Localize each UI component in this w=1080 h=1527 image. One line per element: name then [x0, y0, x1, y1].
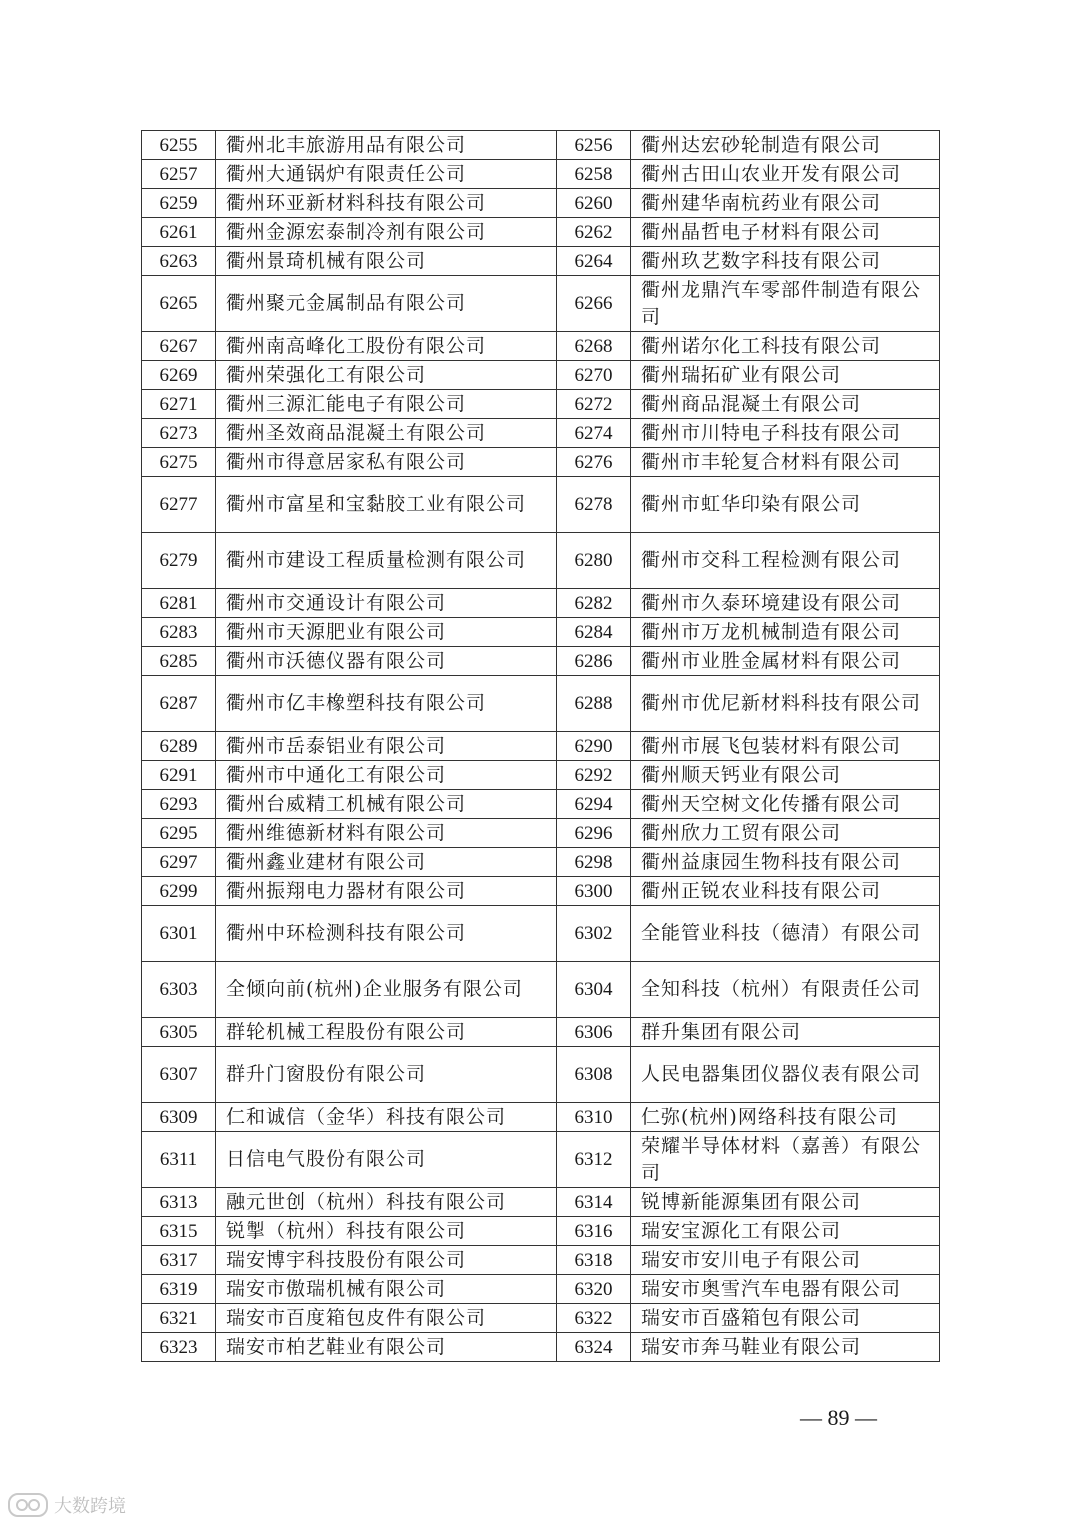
company-name: 荣耀半导体材料（嘉善）有限公司 [631, 1132, 940, 1188]
row-number: 6289 [142, 732, 216, 761]
company-name: 衢州市虹华印染有限公司 [631, 477, 940, 533]
table-row [142, 877, 940, 906]
row-number: 6294 [557, 790, 631, 819]
company-name: 衢州商品混凝土有限公司 [631, 390, 940, 419]
page-number: — 89 — [800, 1405, 877, 1430]
row-number: 6272 [557, 390, 631, 419]
company-name: 衢州正锐农业科技有限公司 [631, 877, 940, 906]
company-name: 衢州南高峰化工股份有限公司 [216, 332, 557, 361]
row-number: 6300 [557, 877, 631, 906]
company-name: 衢州市得意居家私有限公司 [216, 448, 557, 477]
company-list-table [141, 130, 940, 1362]
table-row [142, 790, 940, 819]
table-row [142, 676, 940, 732]
table-row [142, 962, 940, 1018]
row-number: 6301 [142, 906, 216, 962]
company-name: 衢州晶哲电子材料有限公司 [631, 218, 940, 247]
company-name: 衢州市岳泰铝业有限公司 [216, 732, 557, 761]
row-number: 6275 [142, 448, 216, 477]
row-number: 6310 [557, 1103, 631, 1132]
table-row [142, 647, 940, 676]
row-number: 6279 [142, 533, 216, 589]
row-number: 6321 [142, 1304, 216, 1333]
watermark-logo-icon [8, 1493, 48, 1517]
row-number: 6316 [557, 1217, 631, 1246]
company-name: 衢州振翔电力器材有限公司 [216, 877, 557, 906]
company-name: 衢州欣力工贸有限公司 [631, 819, 940, 848]
company-name: 仁和诚信（金华）科技有限公司 [216, 1103, 557, 1132]
company-name: 衢州玖艺数字科技有限公司 [631, 247, 940, 276]
company-name: 锐掣（杭州）科技有限公司 [216, 1217, 557, 1246]
table-row [142, 1018, 940, 1047]
row-number: 6263 [142, 247, 216, 276]
row-number: 6286 [557, 647, 631, 676]
table-row [142, 1132, 940, 1188]
row-number: 6311 [142, 1132, 216, 1188]
row-number: 6317 [142, 1246, 216, 1275]
company-name: 瑞安市奥雪汽车电器有限公司 [631, 1275, 940, 1304]
row-number: 6256 [557, 131, 631, 160]
company-name: 衢州圣效商品混凝土有限公司 [216, 419, 557, 448]
row-number: 6314 [557, 1188, 631, 1217]
company-name: 衢州台威精工机械有限公司 [216, 790, 557, 819]
table-row [142, 1333, 940, 1362]
company-list-body [142, 131, 940, 1362]
row-number: 6282 [557, 589, 631, 618]
row-number: 6312 [557, 1132, 631, 1188]
company-name: 衢州市万龙机械制造有限公司 [631, 618, 940, 647]
row-number: 6304 [557, 962, 631, 1018]
row-number: 6313 [142, 1188, 216, 1217]
watermark [8, 1492, 126, 1518]
row-number: 6297 [142, 848, 216, 877]
row-number: 6303 [142, 962, 216, 1018]
row-number: 6296 [557, 819, 631, 848]
row-number: 6262 [557, 218, 631, 247]
company-name: 衢州天空树文化传播有限公司 [631, 790, 940, 819]
row-number: 6273 [142, 419, 216, 448]
company-name: 全能管业科技（德清）有限公司 [631, 906, 940, 962]
table-row [142, 1047, 940, 1103]
company-name: 衢州中环检测科技有限公司 [216, 906, 557, 962]
row-number: 6281 [142, 589, 216, 618]
table-row [142, 1103, 940, 1132]
row-number: 6322 [557, 1304, 631, 1333]
company-name: 瑞安市安川电子有限公司 [631, 1246, 940, 1275]
row-number: 6299 [142, 877, 216, 906]
table-row [142, 1275, 940, 1304]
row-number: 6276 [557, 448, 631, 477]
row-number: 6264 [557, 247, 631, 276]
company-name: 群升门窗股份有限公司 [216, 1047, 557, 1103]
table-row [142, 189, 940, 218]
company-name: 衢州金源宏泰制冷剂有限公司 [216, 218, 557, 247]
table-row [142, 1188, 940, 1217]
table-row [142, 332, 940, 361]
company-name: 衢州古田山农业开发有限公司 [631, 160, 940, 189]
company-name: 衢州顺天钙业有限公司 [631, 761, 940, 790]
row-number: 6277 [142, 477, 216, 533]
table-row [142, 848, 940, 877]
row-number: 6266 [557, 276, 631, 332]
row-number: 6280 [557, 533, 631, 589]
row-number: 6315 [142, 1217, 216, 1246]
company-name: 衢州三源汇能电子有限公司 [216, 390, 557, 419]
company-name: 衢州市富星和宝黏胶工业有限公司 [216, 477, 557, 533]
company-name: 衢州环亚新材料科技有限公司 [216, 189, 557, 218]
table-row [142, 160, 940, 189]
row-number: 6271 [142, 390, 216, 419]
table-row [142, 761, 940, 790]
company-name: 衢州市优尼新材料科技有限公司 [631, 676, 940, 732]
table-row [142, 477, 940, 533]
company-name: 衢州益康园生物科技有限公司 [631, 848, 940, 877]
row-number: 6260 [557, 189, 631, 218]
company-name: 融元世创（杭州）科技有限公司 [216, 1188, 557, 1217]
company-name: 仁弥(杭州)网络科技有限公司 [631, 1103, 940, 1132]
company-name: 衢州市建设工程质量检测有限公司 [216, 533, 557, 589]
table-row [142, 1304, 940, 1333]
company-name: 衢州大通锅炉有限责任公司 [216, 160, 557, 189]
row-number: 6323 [142, 1333, 216, 1362]
company-name: 衢州市亿丰橡塑科技有限公司 [216, 676, 557, 732]
table-row [142, 819, 940, 848]
company-name: 衢州市丰轮复合材料有限公司 [631, 448, 940, 477]
company-name: 衢州市交通设计有限公司 [216, 589, 557, 618]
row-number: 6290 [557, 732, 631, 761]
row-number: 6302 [557, 906, 631, 962]
table-row [142, 390, 940, 419]
row-number: 6324 [557, 1333, 631, 1362]
row-number: 6261 [142, 218, 216, 247]
row-number: 6319 [142, 1275, 216, 1304]
row-number: 6255 [142, 131, 216, 160]
row-number: 6278 [557, 477, 631, 533]
company-name: 衢州北丰旅游用品有限公司 [216, 131, 557, 160]
company-name: 衢州景琦机械有限公司 [216, 247, 557, 276]
row-number: 6298 [557, 848, 631, 877]
table-row [142, 533, 940, 589]
company-name: 全知科技（杭州）有限责任公司 [631, 962, 940, 1018]
row-number: 6288 [557, 676, 631, 732]
company-name: 瑞安市傲瑞机械有限公司 [216, 1275, 557, 1304]
company-name: 瑞安市奔马鞋业有限公司 [631, 1333, 940, 1362]
company-name: 衢州建华南杭药业有限公司 [631, 189, 940, 218]
row-number: 6257 [142, 160, 216, 189]
company-name: 全倾向前(杭州)企业服务有限公司 [216, 962, 557, 1018]
row-number: 6258 [557, 160, 631, 189]
table-row [142, 419, 940, 448]
company-name: 瑞安市百度箱包皮件有限公司 [216, 1304, 557, 1333]
table-row [142, 448, 940, 477]
table-row [142, 247, 940, 276]
company-name: 衢州市展飞包装材料有限公司 [631, 732, 940, 761]
table-row [142, 1246, 940, 1275]
row-number: 6295 [142, 819, 216, 848]
row-number: 6287 [142, 676, 216, 732]
company-name: 衢州市业胜金属材料有限公司 [631, 647, 940, 676]
row-number: 6308 [557, 1047, 631, 1103]
row-number: 6267 [142, 332, 216, 361]
table-row [142, 589, 940, 618]
row-number: 6292 [557, 761, 631, 790]
row-number: 6274 [557, 419, 631, 448]
row-number: 6268 [557, 332, 631, 361]
company-name: 衢州鑫业建材有限公司 [216, 848, 557, 877]
row-number: 6285 [142, 647, 216, 676]
company-name: 群升集团有限公司 [631, 1018, 940, 1047]
company-name: 日信电气股份有限公司 [216, 1132, 557, 1188]
company-name: 衢州荣强化工有限公司 [216, 361, 557, 390]
company-name: 衢州市交科工程检测有限公司 [631, 533, 940, 589]
table-row [142, 1217, 940, 1246]
company-name: 衢州诺尔化工科技有限公司 [631, 332, 940, 361]
table-row [142, 218, 940, 247]
company-name: 锐博新能源集团有限公司 [631, 1188, 940, 1217]
company-name: 瑞安市百盛箱包有限公司 [631, 1304, 940, 1333]
table-row [142, 618, 940, 647]
company-name: 衢州市中通化工有限公司 [216, 761, 557, 790]
company-name: 衢州达宏砂轮制造有限公司 [631, 131, 940, 160]
company-name: 群轮机械工程股份有限公司 [216, 1018, 557, 1047]
table-row [142, 276, 940, 332]
row-number: 6270 [557, 361, 631, 390]
row-number: 6306 [557, 1018, 631, 1047]
row-number: 6283 [142, 618, 216, 647]
company-name: 衢州龙鼎汽车零部件制造有限公司 [631, 276, 940, 332]
company-name: 瑞安博宇科技股份有限公司 [216, 1246, 557, 1275]
company-name: 瑞安宝源化工有限公司 [631, 1217, 940, 1246]
company-name: 衢州市久泰环境建设有限公司 [631, 589, 940, 618]
company-name: 衢州维德新材料有限公司 [216, 819, 557, 848]
row-number: 6291 [142, 761, 216, 790]
row-number: 6320 [557, 1275, 631, 1304]
table-row [142, 732, 940, 761]
company-name: 衢州市川特电子科技有限公司 [631, 419, 940, 448]
company-name: 衢州市天源肥业有限公司 [216, 618, 557, 647]
row-number: 6269 [142, 361, 216, 390]
table-row [142, 906, 940, 962]
row-number: 6284 [557, 618, 631, 647]
company-name: 衢州瑞拓矿业有限公司 [631, 361, 940, 390]
row-number: 6318 [557, 1246, 631, 1275]
company-name: 衢州聚元金属制品有限公司 [216, 276, 557, 332]
company-name: 瑞安市柏艺鞋业有限公司 [216, 1333, 557, 1362]
table-row [142, 361, 940, 390]
company-name: 人民电器集团仪器仪表有限公司 [631, 1047, 940, 1103]
row-number: 6259 [142, 189, 216, 218]
table-row [142, 131, 940, 160]
row-number: 6293 [142, 790, 216, 819]
row-number: 6309 [142, 1103, 216, 1132]
row-number: 6305 [142, 1018, 216, 1047]
row-number: 6265 [142, 276, 216, 332]
row-number: 6307 [142, 1047, 216, 1103]
watermark-text: 大数跨境 [54, 1496, 126, 1517]
company-name: 衢州市沃德仪器有限公司 [216, 647, 557, 676]
